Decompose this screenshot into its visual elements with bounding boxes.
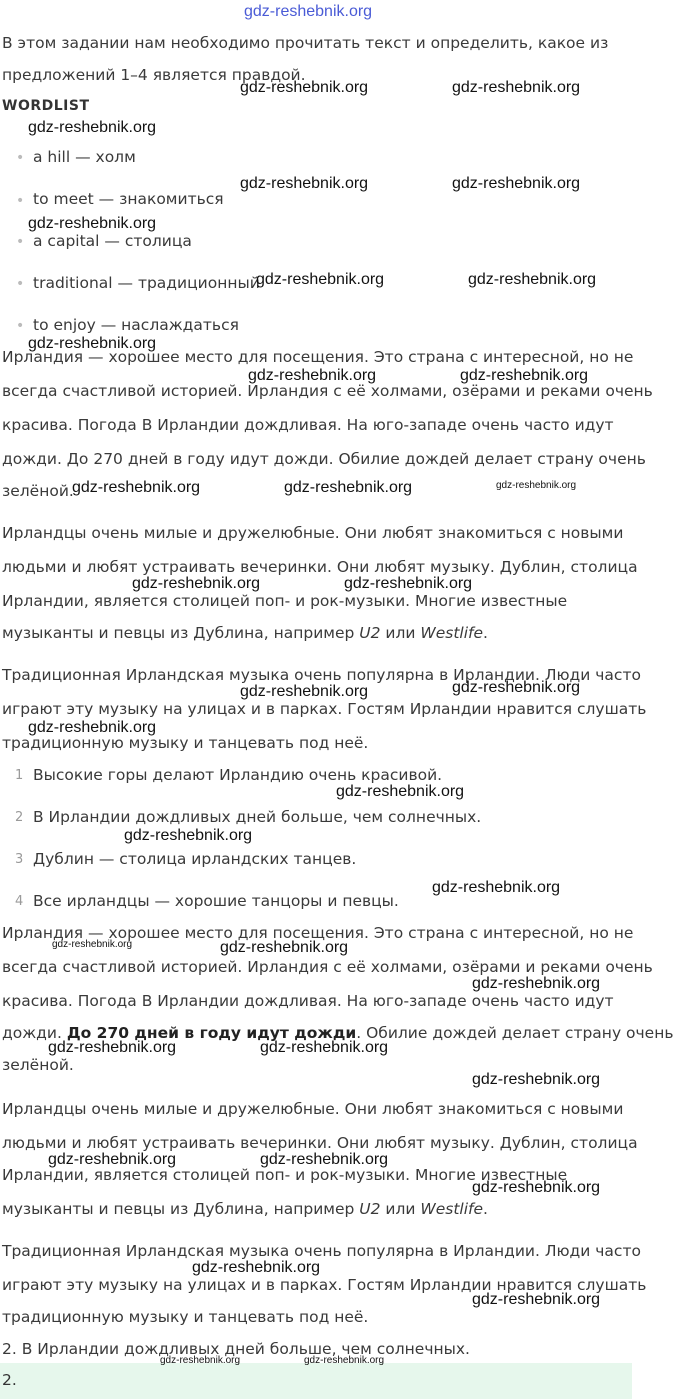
- intro-line-1: В этом задании нам необходимо прочитать текст и определить, какое из: [2, 34, 609, 52]
- watermark[interactable]: gdz-reshebnik.org: [240, 79, 369, 96]
- watermark[interactable]: gdz-reshebnik.org: [260, 1039, 389, 1056]
- text1-p2-line: Ирландии, является столицей поп- и рок-музыки. Многие известные: [2, 592, 568, 610]
- bullet-icon: •: [16, 318, 25, 334]
- band-westlife: Westlife: [420, 624, 484, 642]
- watermark[interactable]: gdz-reshebnik.org: [472, 1071, 601, 1088]
- watermark[interactable]: gdz-reshebnik.org: [240, 683, 369, 700]
- statement-text: Высокие горы делают Ирландию очень красивой.: [33, 766, 443, 784]
- text2-p3-line: играют эту музыку на улицах и в парках. Гостям Ирландии нравится слушать: [2, 1276, 647, 1294]
- band-u2: U2: [359, 624, 381, 642]
- text2-p1-line: красива. Погода В Ирландии дождливая. На юго-западе очень часто идут: [2, 992, 614, 1010]
- statement-number: 2: [15, 810, 24, 825]
- bullet-icon: •: [16, 150, 25, 166]
- watermark[interactable]: gdz-reshebnik.org: [256, 271, 385, 288]
- watermark[interactable]: gdz-reshebnik.org: [452, 175, 581, 192]
- watermark[interactable]: gdz-reshebnik.org: [260, 1151, 389, 1168]
- watermark-top[interactable]: gdz-reshebnik.org: [244, 3, 373, 20]
- text2-p3-line: Традиционная Ирландская музыка очень популярна в Ирландии. Люди часто: [2, 1242, 641, 1260]
- text2-p1-line-highlight: дожди. До 270 дней в году идут дожди. Обилие дождей делает страну очень: [2, 1024, 673, 1042]
- bullet-icon: •: [16, 234, 25, 250]
- text1-p1-line: красива. Погода В Ирландии дождливая. На юго-западе очень часто идут: [2, 416, 614, 434]
- statement-number: 3: [15, 852, 24, 867]
- key-fact: До 270 дней в году идут дожди: [66, 1024, 357, 1042]
- watermark[interactable]: gdz-reshebnik.org: [472, 1179, 601, 1196]
- watermark[interactable]: gdz-reshebnik.org: [460, 367, 589, 384]
- bullet-icon: •: [16, 276, 25, 292]
- watermark[interactable]: gdz-reshebnik.org: [132, 575, 261, 592]
- watermark[interactable]: gdz-reshebnik.org: [304, 1355, 385, 1366]
- watermark[interactable]: gdz-reshebnik.org: [248, 367, 377, 384]
- wordlist-item: a capital — столица: [33, 232, 192, 250]
- watermark[interactable]: gdz-reshebnik.org: [52, 939, 133, 950]
- bullet-icon: •: [16, 193, 25, 209]
- watermark[interactable]: gdz-reshebnik.org: [472, 975, 601, 992]
- watermark[interactable]: gdz-reshebnik.org: [472, 1291, 601, 1308]
- watermark[interactable]: gdz-reshebnik.org: [48, 1151, 177, 1168]
- text2-p2-line: людьми и любят устраивать вечеринки. Они любят музыку. Дублин, столица: [2, 1134, 638, 1152]
- wordlist-item: to meet — знакомиться: [33, 190, 224, 208]
- text1-p2-line: людьми и любят устраивать вечеринки. Они любят музыку. Дублин, столица: [2, 558, 638, 576]
- text2-p2-last-line: музыканты и певцы из Дублина, например U2 или Westlife.: [2, 1200, 488, 1218]
- text1-p2-last-line: музыканты и певцы из Дублина, например U2 или Westlife.: [2, 624, 488, 642]
- text2-p3-line: традиционную музыку и танцевать под неё.: [2, 1308, 369, 1326]
- answer-box: [0, 1363, 632, 1399]
- watermark[interactable]: gdz-reshebnik.org: [284, 479, 413, 496]
- text1-p1-line: всегда счастливой историей. Ирландия с её холмами, озёрами и реками очень: [2, 382, 653, 400]
- text1-p3-line: играют эту музыку на улицах и в парках. Гостям Ирландии нравится слушать: [2, 700, 647, 718]
- wordlist-item: traditional — традиционный: [33, 274, 260, 292]
- watermark[interactable]: gdz-reshebnik.org: [240, 175, 369, 192]
- text2-p1-line: зелёной.: [2, 1056, 74, 1074]
- wordlist-item: to enjoy — наслаждаться: [33, 316, 239, 334]
- watermark[interactable]: gdz-reshebnik.org: [336, 783, 465, 800]
- wordlist-heading: WORDLIST: [2, 98, 90, 114]
- watermark[interactable]: gdz-reshebnik.org: [28, 335, 157, 352]
- statement-text: В Ирландии дождливых дней больше, чем солнечных.: [33, 808, 482, 826]
- band-u2: U2: [359, 1200, 381, 1218]
- watermark[interactable]: gdz-reshebnik.org: [124, 827, 253, 844]
- text1-p1-line: Ирландия — хорошее место для посещения. Это страна с интересной, но не: [2, 348, 634, 366]
- text1-p1-line: зелёной.: [2, 482, 74, 500]
- intro-line-2: предложений 1–4 является правдой.: [2, 66, 306, 84]
- text1-p1-line: дожди. До 270 дней в году идут дожди. Обилие дождей делает страну очень: [2, 450, 646, 468]
- watermark[interactable]: gdz-reshebnik.org: [28, 119, 157, 136]
- watermark[interactable]: gdz-reshebnik.org: [344, 575, 473, 592]
- wordlist-item: a hill — холм: [33, 148, 136, 166]
- watermark[interactable]: gdz-reshebnik.org: [160, 1355, 241, 1366]
- watermark[interactable]: gdz-reshebnik.org: [452, 679, 581, 696]
- watermark[interactable]: gdz-reshebnik.org: [28, 719, 157, 736]
- band-westlife: Westlife: [420, 1200, 484, 1218]
- text1-p2-line: Ирландцы очень милые и дружелюбные. Они любят знакомиться с новыми: [2, 524, 624, 542]
- watermark[interactable]: gdz-reshebnik.org: [452, 79, 581, 96]
- statement-number: 1: [15, 768, 24, 783]
- watermark[interactable]: gdz-reshebnik.org: [432, 879, 561, 896]
- watermark[interactable]: gdz-reshebnik.org: [468, 271, 597, 288]
- watermark[interactable]: gdz-reshebnik.org: [28, 215, 157, 232]
- text2-p2-line: Ирландцы очень милые и дружелюбные. Они любят знакомиться с новыми: [2, 1100, 624, 1118]
- text2-p1-line: Ирландия — хорошее место для посещения. Это страна с интересной, но не: [2, 924, 634, 942]
- text1-p3-line: традиционную музыку и танцевать под неё.: [2, 734, 369, 752]
- watermark[interactable]: gdz-reshebnik.org: [192, 1259, 321, 1276]
- text1-p3-line: Традиционная Ирландская музыка очень популярна в Ирландии. Люди часто: [2, 666, 641, 684]
- watermark[interactable]: gdz-reshebnik.org: [496, 480, 577, 491]
- text2-p1-line: всегда счастливой историей. Ирландия с её холмами, озёрами и реками очень: [2, 958, 653, 976]
- conclusion: 2. В Ирландии дождливых дней больше, чем солнечных.: [2, 1340, 470, 1358]
- statement-number: 4: [15, 894, 24, 909]
- text2-p2-line: Ирландии, является столицей поп- и рок-музыки. Многие известные: [2, 1166, 568, 1184]
- watermark[interactable]: gdz-reshebnik.org: [48, 1039, 177, 1056]
- statement-text: Все ирландцы — хорошие танцоры и певцы.: [33, 892, 399, 910]
- watermark[interactable]: gdz-reshebnik.org: [220, 939, 349, 956]
- watermark[interactable]: gdz-reshebnik.org: [72, 479, 201, 496]
- answer-value: 2.: [2, 1371, 17, 1389]
- statement-text: Дублин — столица ирландских танцев.: [33, 850, 357, 868]
